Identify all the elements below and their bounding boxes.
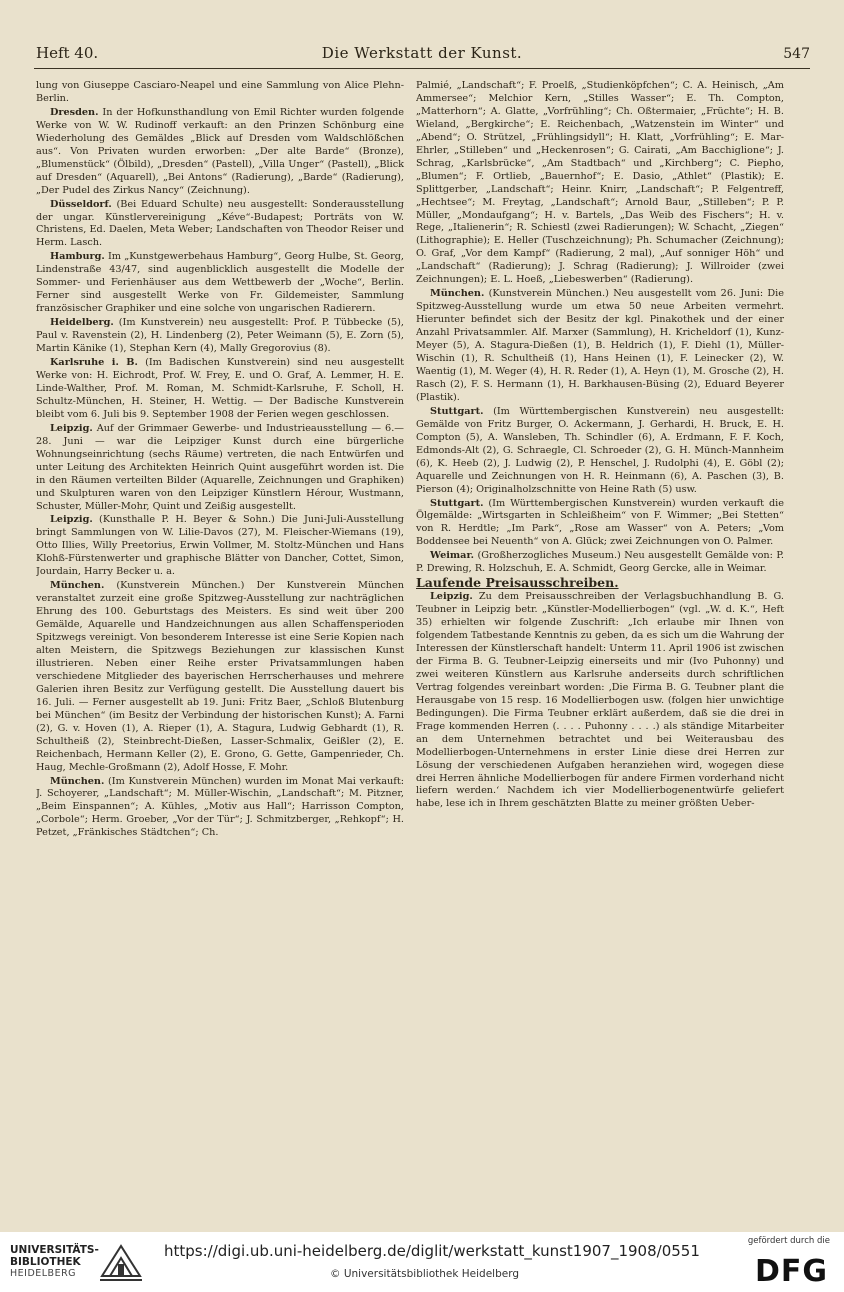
left-column xyxy=(36,80,404,1220)
article-paragraph xyxy=(36,107,404,198)
permalink-url[interactable]: https://digi.ub.uni-heidelberg.de/diglit/werkstatt_kunst1907_1908/0551 xyxy=(164,1242,700,1260)
paragraph-text: (Im Kunstverein) neu ausgestellt: Prof. P. Tübbecke (5), Paul v. Ravenstein (2), H. Lindenberg (2), Peter Weimann (5), E. Zorn (5), Martin Känike (1), Stephan Kern (4), Mally Gregorovius (8). xyxy=(36,317,404,355)
library-name-line1: UNIVERSITÄTS- xyxy=(10,1244,99,1256)
paragraph-text: (Kunstverein München.) Neu ausgestellt vom 26. Juni: Die Spitzweg-Ausstellung wurde um etwa 50 neue Arbeiten vermehrt. Hierunter befindet sich der Besitz der kgl. Pinakothek und der einer Anzahl Privatsammler. Alf. Marxer (Sammlung), H. Kricheldorf (1), Kunz-Meyer (5), A. Stagura-Dießen (1), B. Heldrich (1), F. Diehl (1), Müller-Wischin (1), R. Schultheiß (1), Hans Heinen (1), F. Leinecker (2), W. Waentig (1), M. Weger (4), H. R. Reder (1), A. Heyn (1), M. Grosche (2), H. Rasch (2), F. S. Hermann (1), H. Barkhausen-Büsing (2), Eduard Beyerer (Plastik). xyxy=(416,288,784,403)
city-keyword: Dresden. xyxy=(50,106,99,118)
section-heading: Laufende Preisausschreiben. xyxy=(416,575,619,591)
issue-number: Heft 40. xyxy=(36,44,99,62)
paragraph-text: Zu dem Preisausschreiben der Verlagsbuchhandlung B. G. Teubner in Leipzig betr. „Künstler-Modellierbogen“ (vgl. „W. d. K.“, Heft 35) erhielten wir folgende Zuschrift: „Ich erlaube mir Ihnen von folgendem Tatbestande Kenntnis zu geben, da es sich um die Wahrung der Interessen der Künstlerschaft handelt: Unterm 11. April 1906 ist zwischen der Firma B. G. Teubner-Leipzig einerseits und mir (Ivo Puhonny) und zwei weiteren Künstlern aus Karlsruhe anderseits durch schriftlichen Vertrag folgendes vereinbart worden: ,Die Firma B. G. Teubner plant die Herausgabe von 15 resp. 16 Modellierbogen usw. (folgen hier unwichtige Bedingungen). Die Firma Teubner erklärt außerdem, daß sie die drei in Frage kommenden Herren (. . . . Puhonny . . . .) als ständige Mitarbeiter an dem Unternehmen betrachtet und bei Weiterausbau des Modellierbogen-Unternehmens in erster Linie diese drei Herren zur Lösung der verschiedenen Aufgaben heranziehen wird, wogegen diese drei Herren ähnliche Modellierbogen für andere Firmen vorderhand nicht liefern werden.‘ Nachdem ich vier Modellierbogenentwürfe geliefert habe, lese ich in Ihrem geschätzten Blatte zu meiner größten Ueber- xyxy=(416,591,784,810)
city-keyword: München. xyxy=(430,288,485,300)
viewer-footer xyxy=(0,1232,844,1292)
header-rule xyxy=(34,68,810,69)
article-paragraph xyxy=(36,80,404,106)
city-keyword: München. xyxy=(50,775,105,787)
paragraph-text: (Bei Eduard Schulte) neu ausgestellt: Sonderausstellung der ungar. Künstlervereinigung „Kéve“-Budapest; Porträts von W. Christens, Ed. Daelen, Meta Weber; Landschaften von Theodor Reiser und Herm. Lasch. xyxy=(36,198,404,249)
right-column xyxy=(416,80,784,1220)
paragraph-text: (Im Badischen Kunstverein) sind neu ausgestellt Werke von: H. Eichrodt, Prof. W. Frey, E. und O. Graf, A. Lemmer, H. E. Linde-Walther, Prof. M. Roman, M. Schmidt-Karlsruhe, F. Scholl, H. Schultz-München, H. Steiner, H. Wettig. — Der Badische Kunstverein bleibt vom 6. Juli bis 9. September 1908 der Ferien wegen geschlossen. xyxy=(36,357,404,420)
city-keyword: Stuttgart. xyxy=(430,405,484,417)
library-name-line2: BIBLIOTHEK xyxy=(10,1256,81,1268)
paragraph-text: (Im Württembergischen Kunstverein) wurden verkauft die Ölgemälde: „Wirtsgarten in Schleißheim“ von F. Wimmer; „Bei Stetten“ von R. Herdtle; „Im Park“, „Rose am Wasser“ von A. Peters; „Vom Boddensee bei Neuenth“ von A. Glück; zwei Zeichnungen von O. Palmer. xyxy=(416,497,784,548)
article-paragraph xyxy=(416,406,784,497)
article-paragraph xyxy=(36,514,404,579)
paragraph-text: (Kunsthalle P. H. Beyer & Sohn.) Die Juni-Juli-Ausstellung bringt Sammlungen von W. Lilie-Davos (27), M. Fleischer-Wiemans (19), Otto Illies, Willy Preetorius, Erwin Vollmer, M. Stoltz-München und Hans Klohß-Fürstenwerter und graphische Blätter von Dancher, Cottet, Simon, Jourdain, Harry Becker u. a. xyxy=(36,514,404,578)
article-paragraph xyxy=(416,288,784,405)
paragraph-text: (Im Kunstverein München) wurden im Monat Mai verkauft: J. Schoyerer, „Landschaft“; M. Müller-Wischin, „Landschaft“; M. Pitzner, „Beim Einspannen“; A. Kühles, „Motiv aus Hall“; Harrisson Compton, „Corbole“; Herm. Groeber, „Vor der Tür“; J. Schmitzberger, „Rehkopf“; H. Petzet, „Fränkisches Städtchen“; Ch. xyxy=(36,775,404,839)
paragraph-text: Palmié, „Landschaft“; F. Proelß, „Studienköpfchen“; C. A. Heinisch, „Am Ammersee“; Melchior Kern, „Stilles Wasser“; E. Th. Compton, „Matterhorn“; A. Glatte, „Vorfrühling“; Ch. Oßtermaier, „Früchte“; H. B. Wieland, „Bergkirche“; E. Reichenbach, „Watzenstein im Winter“ und „Abend“; O. Strützel, „Frühlingsidyll“; H. Klatt, „Vorfrühling“; E. Mar-Ehrler, „Stilleben“ und „Heckenrosen“; G. Cairati, „Am Bacchiglione“; J. Schrag, „Karlsbrücke“, „Am Stadtbach“ und „Kirchberg“; C. Piepho, „Blumen“; F. Ortlieb, „Bauernhof“; E. Dasio, „Athlet“ (Plastik); E. Splittgerber, „Landschaft“; Heinr. Knirr, „Landschaft“; P. Felgentreff, „Hechtsee“; M. Freytag, „Landschaft“; Arnold Baur, „Stilleben“; P. P. Müller, „Mondaufgang“; H. v. Bartels, „Das Weib des Fischers“; H. v. Rege, „Italienerin“; R. Schiestl (zwei Radierungen); W. Schacht, „Ziegen“ (Lithographie); E. Heller (Tuschzeichnung); Ph. Schumacher (Zeichnung); O. Graf, „Vor dem Kampf“ (Radierung, 2 mal), „Auf sonniger Höh“ und „Landschaft“ (Radierung); J. Schrag (Radierung); J. Willroider (zwei Zeichnungen); E. L. Hoeß, „Liebeswerben“ (Radierung). xyxy=(416,80,784,286)
article-paragraph xyxy=(416,550,784,576)
page-number: 547 xyxy=(783,46,810,62)
article-paragraph xyxy=(36,580,404,774)
article-paragraph xyxy=(36,251,404,316)
city-keyword: Leipzig. xyxy=(50,514,93,526)
city-keyword: Leipzig. xyxy=(430,591,473,603)
article-paragraph xyxy=(36,317,404,356)
page-header xyxy=(30,42,814,68)
heidelberg-crest-icon xyxy=(98,1236,144,1286)
article-paragraph xyxy=(36,776,404,841)
article-paragraph xyxy=(416,498,784,550)
library-logo[interactable] xyxy=(10,1244,99,1280)
funding-note: gefördert durch die xyxy=(747,1236,830,1246)
copyright-notice: © Universitätsbibliothek Heidelberg xyxy=(330,1268,520,1280)
city-keyword: Leipzig. xyxy=(50,422,93,434)
city-keyword: München. xyxy=(50,580,105,592)
city-keyword: Hamburg. xyxy=(50,251,105,263)
paragraph-text: (Kunstverein München.) Der Kunstverein München veranstaltet zurzeit eine große Spitzweg-Ausstellung zur nachträglichen Ehrung des 100. Geburtstags des Meisters. Es sind weit über 200 Gemälde, Aquarelle und Handzeichnungen aus allen Schaffensperioden Spitzwegs vereinigt. Von besonderem Interesse ist eine Serie Kopien nach alten Meistern, die Spitzwegs Beziehungen zur klassischen Kunst illustrieren. Neben einer Reihe erster Privatsammlungen haben verschiedene Mitglieder des bayerischen Herrscherhauses und mehrere Galerien ihren Besitz zur Verfügung gestellt. Die Ausstellung dauert bis 16. Juli. — Ferner ausgestellt ab 19. Juni: Fritz Baer, „Schloß Blutenburg bei München“ (im Besitz der Verbindung der historischen Kunst); A. Farni (2), G. v. Hoven (1), A. Rieper (1), A. Stagura, Ludwig Gebhardt (1), R. Schultheiß (2), Steinbrecht-Dießen, Lasser-Schmalix, Geißler (2), E. Reichenbach, Hermann Keller (2), E. Grono, G. Gette, Gampenrieder, Ch. Haug, Mechle-Großmann (2), Adolf Hosse, F. Mohr. xyxy=(36,580,404,773)
paragraph-text: (Im Württembergischen Kunstverein) neu ausgestellt: Gemälde von Fritz Burger, O. Ackermann, J. Gerhardi, H. Bruck, E. H. Compton (5), A. Wansleben, Th. Schindler (6), A. Erdmann, F. F. Koch, Edmonds-Alt (2), G. Schraegle, Cl. Schroeder (2), G. H. Münch-Mannheim (6), K. Heeb (2), J. Ludwig (2), P. Henschel, J. Rudolphi (4), E. Göbl (2); Aquarelle und Zeichnungen von H. R. Heinmann (6), A. Paschen (3), B. Pierson (4); Originalholzschnitte von Heine Rath (5) usw. xyxy=(416,405,784,495)
article-paragraph xyxy=(36,199,404,251)
article-paragraph xyxy=(416,591,784,811)
journal-title: Die Werkstatt der Kunst. xyxy=(321,44,523,62)
paragraph-text: lung von Giuseppe Casciaro-Neapel und eine Sammlung von Alice Plehn-Berlin. xyxy=(36,80,404,104)
paragraph-text: Im „Kunstgewerbehaus Hamburg“, Georg Hulbe, St. Georg, Lindenstraße 43/47, sind augenblicklich ausgestellt die Modelle der Sommer- und Ferienhäuser aus dem Wettbewerb der „Woche“, Berlin. Ferner sind ausgestellt Werke von Fr. Gildemeister, Sammlung französischer Graphiker und eine solche von ungarischen Radierern. xyxy=(36,251,404,315)
city-keyword: Düsseldorf. xyxy=(50,198,112,210)
article-paragraph xyxy=(36,357,404,422)
article-paragraph xyxy=(36,423,404,514)
city-keyword: Karlsruhe i. B. xyxy=(50,357,138,369)
dfg-logo[interactable]: DFG xyxy=(754,1254,828,1289)
city-keyword: Heidelberg. xyxy=(50,317,114,329)
city-keyword: Stuttgart. xyxy=(430,497,484,509)
library-name-line3: HEIDELBERG xyxy=(10,1268,77,1279)
paragraph-text: In der Hofkunsthandlung von Emil Richter wurden folgende Werke von W. W. Rudinoff verkauft: an den Prinzen Schönburg eine Wiederholung des Gemäldes „Blick auf Dresden vom Waldschlößchen aus“. Von Privaten wurden erworben: „Der alte Barde“ (Bronze), „Blumenstück“ (Ölbild), „Dresden“ (Pastell), „Villa Unger“ (Pastell), „Blick auf Dresden“ (Aquarell), „Bei Antons“ (Radierung), „Barde“ (Radierung), „Der Pudel des Zirkus Nancy“ (Zeichnung). xyxy=(36,106,404,196)
city-keyword: Weimar. xyxy=(430,550,475,562)
article-paragraph xyxy=(416,80,784,287)
paragraph-text: Auf der Grimmaer Gewerbe- und Industrieausstellung — 6.—28. Juni — war die Leipziger Kunst durch eine bürgerliche Wohnungseinrichtung (sechs Räume) vertreten, die nach Entwürfen und unter Leitung des Architekten Heinrich Quint ausgeführt worden ist. Die in den Räumen verteilten Bilder (Aquarelle, Zeichnungen und Graphiken) und Skulpturen waren von den Leipziger Künstlern Hérour, Wustmann, Schuster, Müller-Mohr, Quint und Zeißig ausgestellt. xyxy=(36,422,404,512)
paragraph-text: (Großherzogliches Museum.) Neu ausgestellt Gemälde von: P. P. Drewing, R. Holzschuh, E. A. Schmidt, Georg Gercke, alle in Weimar. xyxy=(416,550,784,575)
